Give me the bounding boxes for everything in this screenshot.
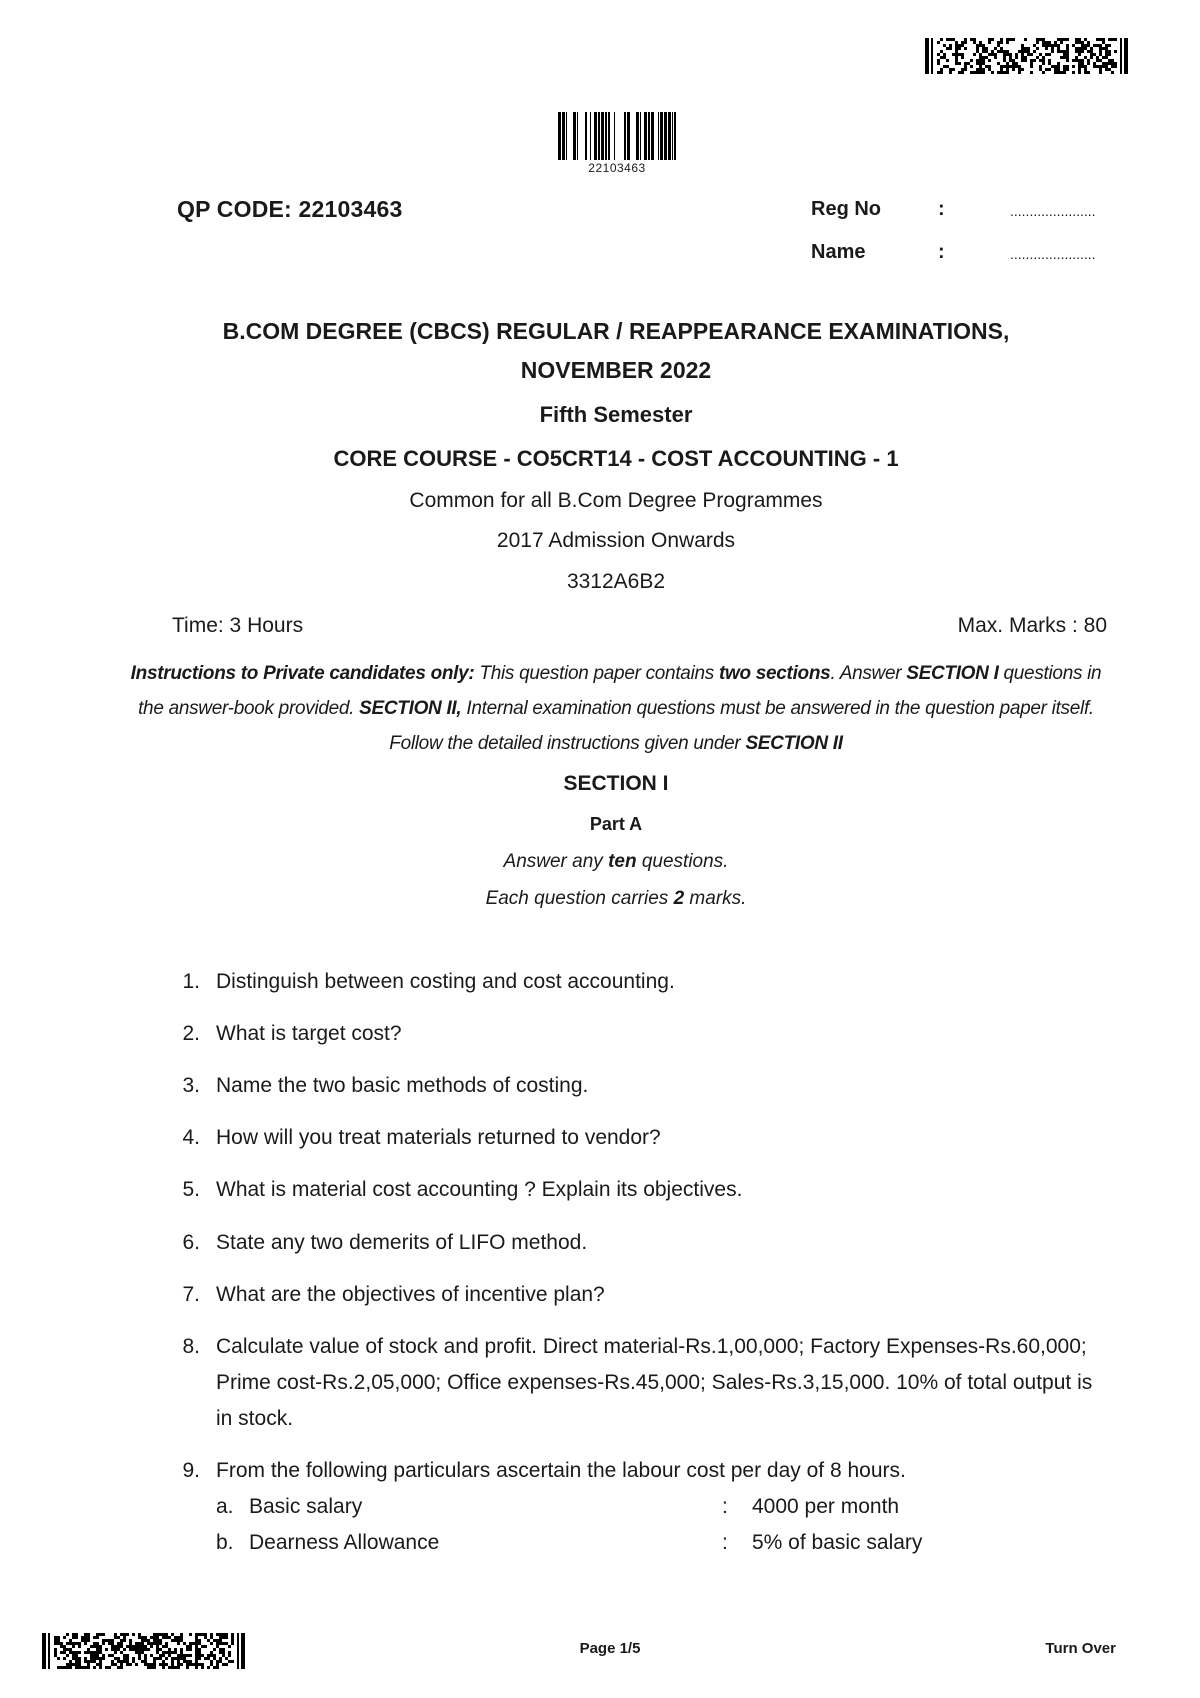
sub-item-value: 5% of basic salary [752, 1531, 923, 1554]
instructions-text: questions in the answer-book provided. [138, 663, 1102, 719]
question-number: 9. [182, 1459, 200, 1482]
course-title: CORE COURSE - CO5CRT14 - COST ACCOUNTING - 1 [333, 446, 899, 471]
question-text: State any two demerits of LIFO method. [216, 1231, 588, 1254]
question-text: What are the objectives of incentive plan? [216, 1283, 605, 1306]
instructions-bold: SECTION I [906, 663, 999, 684]
answer-count: ten [608, 851, 637, 872]
barcode-2d-bottom-left [42, 1633, 245, 1669]
question-number: 2. [182, 1022, 200, 1045]
admission: 2017 Admission Onwards [496, 529, 736, 552]
sub-item-label: Basic salary [249, 1495, 363, 1518]
reg-no-blank: ...................... [1010, 203, 1096, 219]
name-label: Name [811, 241, 866, 263]
instructions-bold: SECTION II [745, 733, 843, 754]
sub-item-value: 4000 per month [752, 1495, 900, 1518]
instructions-text: . Answer [830, 663, 907, 684]
instructions-text: This question paper contains [474, 663, 719, 684]
exam-title-line1: B.COM DEGREE (CBCS) REGULAR / REAPPEARANCE EXAMINATIONS, [222, 318, 1010, 344]
question-text: What is material cost accounting ? Explain its objectives. [216, 1178, 743, 1201]
question-number: 4. [182, 1126, 200, 1149]
question-number: 5. [182, 1178, 200, 1201]
section-title: SECTION I [563, 772, 669, 795]
sub-item-colon: : [722, 1495, 728, 1518]
max-marks: Max. Marks : 80 [957, 614, 1107, 637]
exam-time: Time: 3 Hours [172, 614, 304, 637]
question-text: Calculate value of stock and profit. Direct material-Rs.1,00,000; Factory Expenses-Rs.60,000; Prime cost-Rs.2,05,000; Office expenses-Rs.45,000; Sales-Rs.3,15,000. 10% of total output is in stock. [216, 1335, 1093, 1430]
barcode-number: 22103463 [588, 161, 646, 175]
semester: Fifth Semester [539, 402, 693, 427]
question-text: Distinguish between costing and cost accounting. [216, 970, 675, 993]
barcode-center [558, 112, 676, 160]
answer-text: questions. [636, 851, 729, 872]
exam-title-line2: NOVEMBER 2022 [520, 357, 712, 383]
paper-code: 3312A6B2 [566, 570, 666, 593]
name-blank: ...................... [1010, 246, 1096, 262]
answer-instruction [0, 851, 1200, 873]
marks-text: Each question carries [485, 888, 674, 909]
marks-instruction [0, 888, 1200, 910]
sub-item-letter: a. [216, 1495, 234, 1518]
barcode-2d-top-right [925, 38, 1128, 74]
page-number: Page 1/5 [579, 1640, 641, 1657]
instructions-bold: SECTION II, [359, 698, 462, 719]
sub-item-colon: : [722, 1531, 728, 1554]
reg-no-colon: : [938, 198, 945, 220]
question-text: Name the two basic methods of costing. [216, 1074, 589, 1097]
question-number: 3. [182, 1074, 200, 1097]
answer-text: Answer any [503, 851, 609, 872]
marks-count: 2 [673, 888, 685, 909]
marks-text: marks. [684, 888, 747, 909]
question-number: 7. [182, 1283, 200, 1306]
question-number: 1. [182, 970, 200, 993]
instructions-bold: two sections [718, 663, 831, 684]
sub-item-letter: b. [216, 1531, 234, 1554]
question-number: 8. [182, 1335, 200, 1358]
common-for: Common for all B.Com Degree Programmes [409, 489, 823, 512]
question-text: What is target cost? [216, 1022, 402, 1045]
instructions-text: Internal examination questions must be answered in the question paper itself. Follow the detailed instructions given under [389, 698, 1094, 754]
question-text: From the following particulars ascertain the labour cost per day of 8 hours. [216, 1459, 906, 1482]
turn-over: Turn Over [1045, 1640, 1116, 1657]
question-text: How will you treat materials returned to vendor? [216, 1126, 661, 1149]
qp-code: QP CODE: 22103463 [177, 196, 403, 222]
part-title: Part A [589, 814, 643, 834]
question-number: 6. [182, 1231, 200, 1254]
instructions [128, 656, 1104, 761]
sub-item-label: Dearness Allowance [249, 1531, 440, 1554]
instructions-lead: Instructions to Private candidates only: [130, 663, 475, 684]
reg-no-label: Reg No [811, 198, 881, 220]
name-colon: : [938, 241, 945, 263]
